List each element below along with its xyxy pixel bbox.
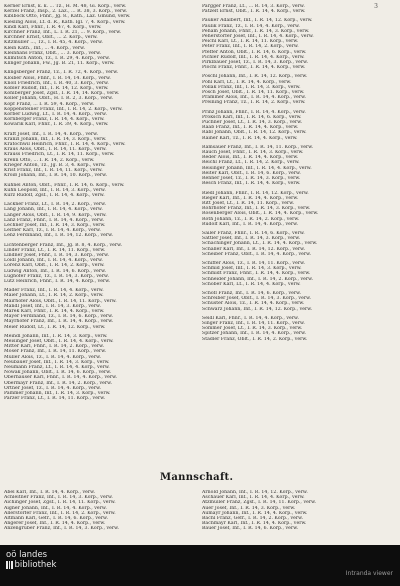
list-entry: Kitzmüller ..., Tz., I. R. 45, 4. Korp., verw.	[4, 40, 103, 46]
list-entry: Ramsauer Franz, Inf., I. R. 14, 11. Korp., verw.	[202, 144, 314, 150]
list-entry: Proksch Karl, Inf., I. R. 14, 6. Korp., verw.	[202, 114, 302, 120]
section-heading: Mannschaft.	[160, 472, 234, 483]
list-entry: Mader Franz, Inf., I. R. 14, 4. Korp., verw.	[4, 288, 104, 294]
list-entry: Rudolf Karl, Inf., I. R. 14, 4. Korp., verw.	[202, 221, 299, 227]
list-entry: Pargger Franz, Lt., ... R. 14, 3. Korp., verw.	[202, 4, 305, 9]
list-entry: Bauer Josef, Inf., I. R. 14, 6. Korp., verw.	[202, 526, 299, 532]
list-entry: Aichinger Josef, Zgsf., I. R. 14, 11. Korp., verw.	[4, 500, 116, 506]
list-entry: Kraft Josef, Inf., I. R. 14, 4. Korp., verw.	[4, 131, 99, 137]
list-entry: Schneider Johann, Inf., I. R. 14, 2. Korp., verw.	[202, 276, 314, 282]
list-entry: Kraus Alois, Oblt., I. R. 14, 11. Korp., verw.	[4, 147, 107, 153]
list-entry: Meindl Johann, Inf., I. R. 14, 3. Korp., verw.	[4, 333, 108, 339]
list-entry: Seidl Karl, Fhnr., I. R. 14, 4. Korp., verw.	[202, 315, 300, 321]
list-entry: Lenz Ferdinand, Inf., I. R. 14, 12. Korp., verw.	[4, 233, 114, 239]
list-entry: Rabl Johann, Oblt., I. R. 14, 12. Korp., verw.	[202, 130, 307, 136]
page-number: 3	[374, 3, 378, 10]
list-entry: Sattler Josef, Inf., I. R. 14, 3. Korp., verw.	[202, 236, 301, 242]
list-entry: Kohlberger Josef, Zgsf., I. R. 14, 14. Korp., verw.	[4, 91, 120, 97]
list-entry: Müller Alois, Tz., I. R. 14, 4. Korp., verw.	[4, 354, 102, 360]
list-entry: Neumann Franz, Lt., I. R. 14, 4. Korp., verw.	[4, 365, 110, 370]
list-entry: Leitner Karl, Tz., I. R. 14, 4. Korp., verw.	[4, 228, 101, 234]
list-entry: Altmann Karl, Gefr., I. R. 14, 6. Korp., verw.	[4, 516, 108, 522]
list-entry: Prammer Alois, Inf., I. R. 14, 4. Korp., verw.	[202, 95, 307, 101]
list-entry: Knoll Friedrich, Inf., I. R. 40, 3. Korp., verw.	[4, 80, 109, 86]
list-entry: Lorenz Karl, Oblt., I. R. 14, 2. Korp., verw.	[4, 263, 105, 269]
list-entry: Mitter Karl, Fhnr., I. R. 14, 2. Korp., verw.	[4, 344, 105, 350]
list-entry: Moser Franz, Inf., I. R. 14, 11. Korp., verw.	[4, 349, 107, 355]
library-logo[interactable]	[6, 550, 56, 570]
list-entry: Pohl Karl, Lt., I. R. 14, 4. Korp., verw.	[202, 79, 292, 85]
list-entry: Kuhn Leopold, Inf., I. R. 14, 3. Korp., verw.	[4, 187, 106, 193]
list-entry: Sommer Josef, Lt., I. R. 14, 3. Korp., verw.	[202, 326, 303, 332]
list-entry: Aschauer Karl, Inf., I. R. 14, 4. Korp., verw.	[202, 495, 305, 501]
list-entry: Schreiber Josef, Oblt., I. R. 14, 3. Korp., verw.	[202, 296, 312, 302]
list-entry: Arnold Johann, Inf., I. R. 14, 12. Korp., verw.	[202, 490, 308, 495]
list-entry: Lindner Josef, Fhnr., I. R. 14, 3. Korp., verw.	[4, 252, 110, 258]
list-entry: Sailer Franz, Fhnr., I. R. 14, 6. Korp., verw.	[202, 230, 305, 236]
list-entry: Kleinhans Franz, Oblt., ... 3. Korp., verw.	[4, 50, 102, 56]
list-entry: Kühnel Anton, Oblt., Fhnr., I. R. 14, 6. Korp., verw.	[4, 182, 125, 188]
list-entry: Schiffer Alois, Tz., I. R. 14, 11. Korp., verw.	[202, 260, 306, 266]
list-entry: Nowak Johann, Oblt., I. R. 14, 6. Korp., verw.	[4, 370, 112, 376]
bottom-right-column	[202, 490, 386, 532]
list-entry: Prinz Johann, Fhnr., I. R. 14, 4. Korp., verw.	[202, 109, 306, 115]
list-entry: Kroiß Johann, Inf., I. R. 14, 10. Korp., verw.	[4, 173, 108, 179]
list-entry: Kindl Karl, Fhnr., I. R. 47, 4. Korp., verw.	[4, 24, 102, 30]
list-entry: Singer Franz, Inf., I. R. 14, 11. Korp., verw.	[202, 320, 305, 326]
list-entry: Klinger Johann, Fw., Jg. B. 21, 11. Korp., verw.	[4, 61, 115, 67]
list-entry: Lackner Franz, Lt., I. R. 14, 2. Korp., verw.	[4, 202, 107, 208]
list-entry: Oberhauser Karl, Fhnr., I. R. 14, 4. Korp., verw.	[4, 375, 118, 381]
list-entry: Angerer Josef, Inf., I. R. 14, 4. Korp., verw.	[4, 521, 106, 527]
list-entry: Renner Josef, Tz., I. R. 14, 3. Korp., verw.	[202, 176, 301, 182]
list-entry: Achleitner Franz, Inf., I. R. 14, 3. Korp., verw.	[4, 495, 113, 501]
list-entry: Linder Franz, Lt., I. R. 14, 11. Korp., verw.	[4, 247, 106, 253]
list-entry: Rosenberger Alois, Oblt., I. R. 14, 4. Korp., verw.	[202, 211, 319, 217]
list-entry: Mandl Josef, Inf., I. R. 14, 3. Korp., verw.	[4, 303, 101, 309]
list-entry: Parzer Franz, Lt., I. R. 14, 11. Korp., verw.	[4, 396, 106, 402]
list-entry: Lechner Josef, Inf., I. R. 14, 3. Korp., verw.	[4, 222, 106, 228]
logo-text-line2: bibliothek	[14, 560, 57, 570]
list-entry: Pammer Johann, Inf., I. R. 14, 3. Korp., verw.	[4, 391, 111, 397]
list-entry: Stadler Franz, Oblt., I. R. 14, 2. Korp., verw.	[202, 336, 308, 342]
list-entry: Schwarz Johann, Inf., I. R. 14, 12. Korp., verw.	[202, 306, 313, 312]
list-entry: Peham Johann, Fhnr., I. R. 14, 3. Korp., verw.	[202, 28, 310, 34]
list-entry: Bachl Franz, Gefr., I. R. 14, 2. Korp., verw.	[202, 516, 304, 522]
list-entry: Mairhofer Alois, Oblt., I. R. 14, 11. Korp., verw.	[4, 298, 117, 304]
list-entry: Kerzel Franz, Insp., 2. Laz., ... R. 38, 3. Korp., verw.	[4, 9, 128, 15]
list-entry: Reder Alois, Inf., I. R. 14, 4. Korp., verw.	[202, 155, 299, 161]
list-entry: Kranzl Johann, Inf., I. R. 14, 3. Korp., verw.	[4, 136, 107, 142]
list-entry: Krenn Otto, ... I. R. 14, 2. Korp., verw.	[4, 157, 95, 163]
list-entry: Peichl Karl, Lt., I. R. 14, 11. Korp., verw.	[202, 39, 299, 45]
list-entry: Schmidt Franz, Fhnr., I. R. 14, 4. Korp., verw.	[202, 271, 311, 277]
list-entry: Preining Franz, Tz., I. R. 14, 2. Korp., verw.	[202, 100, 306, 106]
list-entry: Patzelt Ernst, Oblt., I. R. 14, 4. Korp., verw.	[202, 9, 306, 15]
list-entry: Koller Johann, Oblt., H. I. R. 2, 3. Korp., verw.	[4, 96, 114, 102]
list-entry: Krist Franz, Inf., I. R. 14, 11. Korp., verw.	[4, 168, 103, 174]
list-entry: Plöchl Franz, Fhnr., I. R. 14, 4. Korp., verw.	[202, 65, 306, 71]
list-entry: Kiesling Alois, Lt. d. R., Kath. Igl. 7, 4. Korp., verw.	[4, 19, 126, 25]
list-entry: Bachmayr Karl, Inf., I. R. 14, 4. Korp., verw.	[202, 521, 307, 527]
list-entry: Resch Franz, Inf., I. R. 14, 4. Korp., verw.	[202, 181, 301, 187]
list-entry: Auer Josef, Inf., I. R. 14, 3. Korp., verw.	[202, 505, 296, 511]
list-entry: Korber Ludwig, Lt., I. R. 14, 4. Korp., verw.	[4, 112, 107, 118]
list-entry: Kratochwil Heinrich, Fhnr., I. R. 14, 4. Korp., verw.	[4, 142, 126, 148]
list-entry: Schachinger Johann, Lt., I. R. 14, 4. Korp., verw.	[202, 241, 318, 247]
list-entry: Allerstorfer Franz, Inf., I. R. 14, 2. Korp., verw.	[4, 510, 116, 516]
viewer-footer	[0, 545, 400, 586]
list-entry: Schuster Alois, Tz., I. R. 14, 4. Korp., verw.	[202, 301, 305, 307]
list-entry: Lang Johann, Inf., I. R. 14, 4. Korp., verw.	[4, 207, 103, 213]
list-entry: Krieger Anton, Tz., Jg. B. 3, 4. Korp., verw.	[4, 162, 106, 168]
list-entry: Ludwig Anton, Inf., I. R. 14, 6. Korp., verw.	[4, 268, 107, 274]
list-entry: Meier Rudolf, Lt., I. R. 14, 12. Korp., verw.	[4, 324, 106, 330]
list-entry: Mayer Ferdinand, Tz., I. R. 14, 6. Korp., verw.	[4, 314, 114, 320]
list-entry: Lanz Franz, Fhnr., I. R. 14, 4. Korp., verw.	[4, 217, 105, 223]
list-entry: Riedl Johann, Fhnr., I. R. 14, 12. Korp., verw.	[202, 190, 309, 196]
list-entry: Meisinger Josef, Oblt., I. R. 14, 4. Korp., verw.	[4, 338, 114, 344]
list-entry: Neubauer Josef, Inf., I. R. 14, 3. Korp., verw.	[4, 359, 110, 365]
list-entry: Maier Johann, Lt., I. R. 14, 2. Korp., verw.	[4, 293, 104, 299]
list-entry: Pöschl Johann, Inf., I. R. 14, 12. Korp., verw.	[202, 74, 308, 80]
list-entry: Koppensteiner Franz, Inf., I. R. 14, 2. Korp., verw.	[4, 106, 123, 112]
list-entry: Kobler Rudolf, Inf., I. R. 14, 12. Korp., verw.	[4, 86, 109, 92]
list-entry: Lughofer Franz, Tz., I. R. 14, 3. Korp., verw.	[4, 273, 110, 279]
list-entry: Schöfl Franz, Inf., I. R. 14, 6. Korp., verw.	[202, 290, 302, 296]
list-entry: Paulik Franz, Tz., I. R. 14, 4. Korp., verw.	[202, 23, 300, 29]
list-entry: Pirklbauer Josef, Tz., I. R. 14, 3. Korp., verw.	[202, 60, 309, 66]
list-entry: Kirchner Ernst, Oblt., ... 2. Korp., verw.	[4, 35, 98, 41]
list-entry: Kloiber Alois, Fhnr., I. R. 14, 14. Korp., verw.	[4, 75, 111, 81]
list-entry: Krauss Friedrich, Lt., I. R. 14, 11. Korp., verw.	[4, 152, 115, 158]
list-entry: Kowarik Karl, Fhnr., I. R. 39, 4. Korp., verw.	[4, 122, 109, 128]
logo-bars-icon	[6, 561, 13, 569]
list-entry: Rauch Josef, Fhnr., I. R. 14, 3. Korp., verw.	[202, 150, 304, 156]
list-entry: Rohrhofer Franz, Inf., I. R. 14, 3. Korp., verw.	[202, 206, 311, 212]
list-entry: Schaller Karl, Inf., I. R. 14, 12. Korp., verw.	[202, 246, 306, 252]
list-entry: Pollak Franz, Inf., I. R. 14, 3. Korp., verw.	[202, 84, 301, 90]
list-entry: Abel Karl, Inf., I. R. 14, 4. Korp., verw.	[4, 490, 96, 495]
list-entry: Pauker Adalbert, Inf., I. R. 14, 12. Korp., verw.	[202, 18, 313, 24]
list-entry: Pichler Rudolf, Inf., I. R. 14, 4. Korp., verw.	[202, 54, 305, 60]
viewer-label[interactable]: Intranda viewer	[345, 570, 393, 577]
right-column	[202, 4, 386, 342]
list-entry: Atzmüller Franz, Zgsf., I. R. 14, 11. Korp., verw.	[202, 500, 317, 506]
list-entry: Rainer Karl, Tz., I. R. 14, 4. Korp., verw.	[202, 135, 298, 141]
left-column	[4, 4, 182, 401]
list-entry: Loidl Johann, Inf., I. R. 14, 4. Korp., verw.	[4, 258, 103, 264]
list-entry: Pfeffer Anton, Oblt., I. R. 14, 6. Korp., verw.	[202, 49, 307, 55]
list-entry: Klingsberger Franz, Tz., I. R. 72, 4. Korp., verw.	[4, 70, 119, 76]
list-entry: Klein Kath., Inf., ... 4. Korp., verw.	[4, 45, 86, 51]
list-entry: Peter Franz, Inf., I. R. 14, 2. Korp., verw.	[202, 44, 299, 50]
list-entry: Rieger Karl, Inf., I. R. 14, 4. Korp., verw.	[202, 195, 299, 201]
list-entry: Spitzer Johann, Inf., I. R. 14, 4. Korp., verw.	[202, 331, 307, 337]
list-entry: Roth Johann, Tz., I. R. 14, 2. Korp., verw.	[202, 216, 300, 222]
list-entry: Klimitsch Anton, Tz., I. R. 29, 4. Korp., verw.	[4, 56, 111, 62]
bottom-left-column	[4, 490, 182, 532]
list-entry: Schober Karl, Lt., I. R. 14, 4. Korp., verw.	[202, 281, 301, 287]
list-entry: Kiblböck Otto, Fhnr., Jg. 8., Kath., Laz. Gmünd, verw.	[4, 14, 131, 20]
list-entry: Schmid Josef, Inf., I. R. 14, 3. Korp., verw.	[202, 266, 302, 272]
list-entry: Kopf Franz, ... I. R. 59, 4. Korp., verw.	[4, 101, 95, 107]
list-entry: Ritt Josef, Lt., I. R. 14, 11. Korp., verw.	[202, 200, 295, 206]
list-entry: Kurz Rudolf, Zgsf., I. R. 14, 4. Korp., verw.	[4, 192, 105, 198]
list-entry: Reichl Franz, Lt., I. R. 14, 2. Korp., verw.	[202, 160, 300, 166]
list-entry: Posch Josef, Oblt., I. R. 14, 11. Korp., verw.	[202, 90, 305, 96]
list-entry: Aigner Johann, Inf., I. R. 14, 4. Korp., verw.	[4, 505, 107, 511]
list-entry: Obermayr Franz, Inf., I. R. 14, 2. Korp., verw.	[4, 380, 113, 386]
list-entry: Lichtenberger Franz, Inf., Jg. B. 8, 4. Korp., verw.	[4, 242, 123, 248]
list-entry: Reisinger Johann, Inf., I. R. 14, 4. Korp., verw.	[202, 165, 312, 171]
list-entry: Kirchner Franz, Inf., L. I. R. 21, ... 9. Korp., verw.	[4, 30, 122, 36]
list-entry: Anzengruber Franz, Inf., I. R. 14, 3. Korp., verw.	[4, 526, 120, 532]
list-entry: Peherstorfer Josef, Inf., I. R. 14, 4. Korp., verw.	[202, 34, 314, 40]
list-entry: Kerner Ernst, k. k. ... Tz., H. M. 48, Gi. Korp., verw.	[4, 4, 127, 9]
list-entry: Marek Karl, Fhnr., I. R. 14, 4. Korp., verw.	[4, 308, 105, 314]
list-entry: Scheiber Franz, Oblt., I. R. 14, 4. Korp., verw.	[202, 251, 312, 257]
logo-text-line1: oö landes	[6, 550, 48, 560]
list-entry: Ortner Josef, Tz., I. R. 14, 4. Korp., verw.	[4, 385, 102, 391]
list-entry: Lutz Heinrich, Fhnr., I. R. 14, 4. Korp., verw.	[4, 278, 111, 284]
list-entry: Reiter Karl, Oblt., I. R. 14, 6. Korp., verw.	[202, 170, 301, 176]
list-entry: Raab Franz, Inf., I. R. 14, 4. Korp., verw.	[202, 125, 299, 131]
list-entry: Mayrhofer Franz, Inf., I. R. 14, 4. Korp., verw.	[4, 319, 114, 325]
list-entry: Puchner Josef, Lt., I. R. 14, 3. Korp., verw.	[202, 120, 303, 126]
list-entry: Kornberger Franz, I. R. 14, 4. Korp., verw.	[4, 117, 105, 123]
list-entry: Langer Alois, Oblt., I. R. 14, 9. Korp., verw.	[4, 212, 107, 218]
list-entry: Aumayr Johann, Inf., I. R. 14, 4. Korp., verw.	[202, 510, 308, 516]
